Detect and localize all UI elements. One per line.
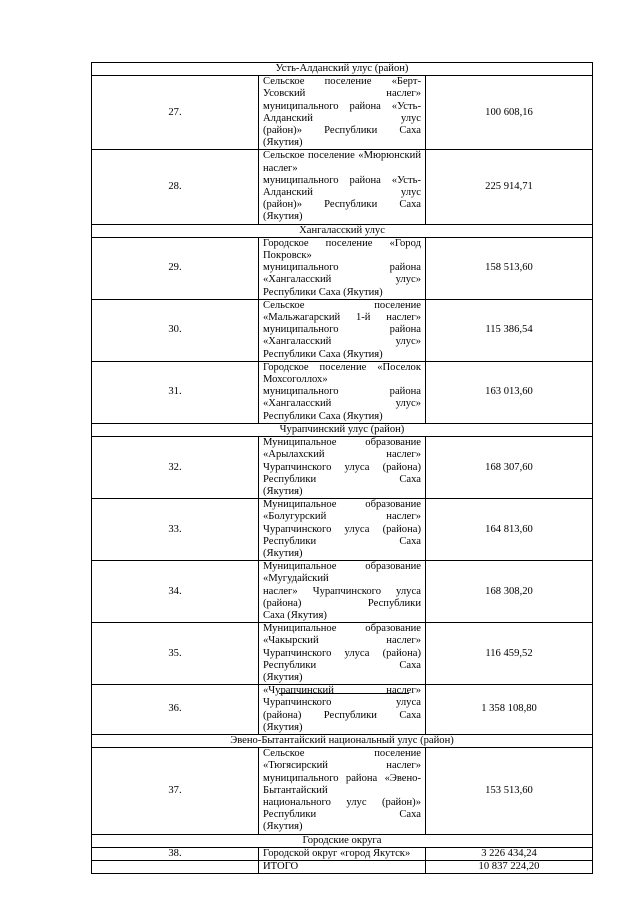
municipality-name <box>259 299 426 361</box>
row-number: 29. <box>92 237 259 299</box>
name-line: (район)» Республики Саха (Якутия) <box>263 199 421 223</box>
name-line: Муниципальное образование «Болугурский наслег» <box>263 499 421 523</box>
name-line: Муниципальное образование «Мугудайский <box>263 561 421 585</box>
name-line: муниципального района «Хангаласский улус» <box>263 324 421 348</box>
table-row <box>92 499 593 561</box>
name-line: (район)» Республики Саха (Якутия) <box>263 125 421 149</box>
amount: 153 513,60 <box>426 748 593 834</box>
name-line: Муниципальное образование «Чакырский наслег» <box>263 623 421 647</box>
name-line: муниципального района «Хангаласский улус» <box>263 262 421 286</box>
name-line: Сельское поселение «Мальжагарский 1-й наслег» <box>263 299 421 324</box>
section-title: Усть-Алданский улус (район) <box>92 63 593 76</box>
table-row <box>92 623 593 685</box>
name-line: Городское поселение «Поселок Мохсоголлох» <box>263 361 421 386</box>
table-row <box>92 237 593 299</box>
municipality-name <box>259 150 426 224</box>
table-row <box>92 76 593 150</box>
municipality-name <box>259 847 426 860</box>
name-line: муниципального района «Усть-Алданский улус <box>263 100 421 124</box>
name-line: (Якутия) <box>263 485 303 497</box>
name-line: Республики Саха (Якутия) <box>263 286 383 298</box>
table-body <box>92 63 593 874</box>
name-line: Чурапчинского улуса (района) Республики Саха <box>263 461 421 485</box>
row-number: 36. <box>92 685 259 735</box>
name-line: Сельское поселение «Тюгясирский наслег» <box>263 748 421 772</box>
municipality-name <box>259 623 426 685</box>
amount: 3 226 434,24 <box>426 847 593 860</box>
amount: 158 513,60 <box>426 237 593 299</box>
amount: 163 013,60 <box>426 361 593 423</box>
amount: 225 914,71 <box>426 150 593 224</box>
closing-rule <box>279 693 409 694</box>
table-row <box>92 437 593 499</box>
total-label: ИТОГО <box>259 861 426 874</box>
section-title: Эвено-Бытантайский национальный улус (район) <box>92 734 593 747</box>
municipality-name <box>259 499 426 561</box>
section-title: Хангаласский улус <box>92 224 593 237</box>
name-line: Чурапчинского улуса (района) Республики Саха <box>263 523 421 547</box>
row-number: 27. <box>92 76 259 150</box>
section-title: Городские округа <box>92 834 593 847</box>
name-line: Муниципальное образование «Арылахский наслег» <box>263 437 421 461</box>
amount: 168 307,60 <box>426 437 593 499</box>
total-number-cell <box>92 861 259 874</box>
municipality-name <box>259 361 426 423</box>
appropriations-table <box>91 62 593 874</box>
name-line: (Якутия) <box>263 547 303 559</box>
municipality-name <box>259 437 426 499</box>
municipality-name <box>259 237 426 299</box>
row-number: 37. <box>92 748 259 834</box>
section-header-row <box>92 834 593 847</box>
table-row <box>92 299 593 361</box>
amount: 115 386,54 <box>426 299 593 361</box>
total-row <box>92 861 593 874</box>
name-line: муниципального района «Эвено-Бытантайский <box>263 772 421 796</box>
name-line: (района) Республики Саха (Якутия) <box>263 709 421 733</box>
name-line: Республики Саха (Якутия) <box>263 410 383 422</box>
name-line: Республики Саха (Якутия) <box>263 348 383 360</box>
name-line: Городской округ «город Якутск» <box>263 847 411 859</box>
table-row <box>92 361 593 423</box>
amount: 116 459,52 <box>426 623 593 685</box>
name-line: Сельское поселение «Берт-Усовский наслег» <box>263 76 421 100</box>
amount: 1 358 108,80 <box>426 685 593 735</box>
amount: 168 308,20 <box>426 561 593 623</box>
name-line: муниципального района «Усть-Алданский улус <box>263 174 421 199</box>
table-row <box>92 561 593 623</box>
name-line: (Якутия) <box>263 671 303 683</box>
total-amount: 10 837 224,20 <box>426 861 593 874</box>
section-header-row <box>92 734 593 747</box>
row-number: 32. <box>92 437 259 499</box>
name-line: наслег» Чурапчинского улуса (района) Республики <box>263 585 421 609</box>
name-line: (Якутия) <box>263 821 303 833</box>
municipality-name <box>259 748 426 834</box>
table-row <box>92 748 593 834</box>
row-number: 38. <box>92 847 259 860</box>
municipality-name <box>259 561 426 623</box>
name-line: Сельское поселение «Мюрюнский наслег» <box>263 150 421 174</box>
municipality-name <box>259 76 426 150</box>
row-number: 31. <box>92 361 259 423</box>
section-title: Чурапчинский улус (район) <box>92 423 593 436</box>
row-number: 34. <box>92 561 259 623</box>
table-row <box>92 150 593 224</box>
name-line: Городское поселение «Город Покровск» <box>263 237 421 262</box>
section-header-row <box>92 224 593 237</box>
name-line: муниципального района «Хангаласский улус» <box>263 386 421 410</box>
amount: 164 813,60 <box>426 499 593 561</box>
row-number: 33. <box>92 499 259 561</box>
table-row <box>92 847 593 860</box>
row-number: 35. <box>92 623 259 685</box>
section-header-row <box>92 63 593 76</box>
name-line: национального улус (район)» Республики Саха <box>263 796 421 821</box>
name-line: Чурапчинского улуса (района) Республики Саха <box>263 647 421 671</box>
section-header-row <box>92 423 593 436</box>
amount: 100 608,16 <box>426 76 593 150</box>
row-number: 28. <box>92 150 259 224</box>
row-number: 30. <box>92 299 259 361</box>
name-line: «Чурапчинский наслег» Чурапчинского улуса <box>263 685 421 709</box>
name-line: Саха (Якутия) <box>263 609 327 621</box>
